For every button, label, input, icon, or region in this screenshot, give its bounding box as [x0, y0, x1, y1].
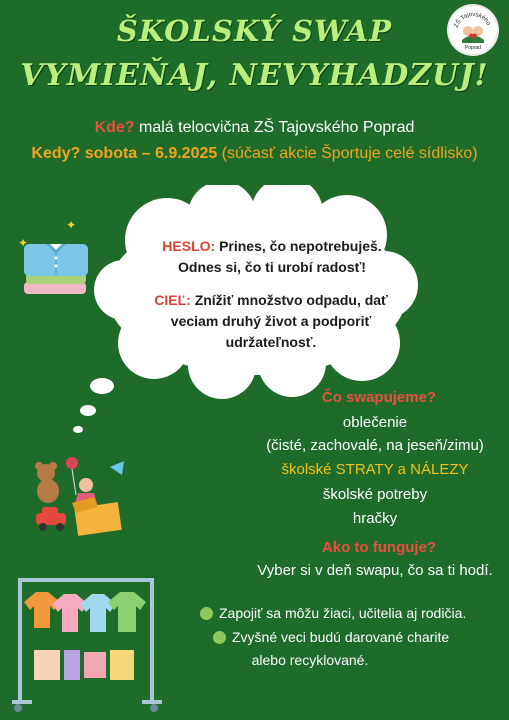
bullet-item	[200, 605, 500, 621]
how-text: Vyber si v deň swapu, čo sa ti hodí.	[257, 562, 493, 579]
thought-bubble-dot	[90, 378, 114, 394]
goal-line-3: udržateľnosť.	[225, 334, 317, 350]
swap-heading: Čo swapujeme?	[321, 389, 437, 406]
swap-item: (čisté, zachovalé, na jeseň/zimu)	[266, 437, 484, 454]
how-heading: Ako to funguje?	[321, 539, 437, 556]
goal-block	[146, 290, 396, 353]
goal-line-1: Znížiť množstvo odpadu, dať	[194, 292, 388, 308]
bullet-item	[213, 629, 509, 645]
toy-box-icon	[28, 455, 138, 545]
title-line-1: ŠKOLSKÝ SWAP	[116, 14, 393, 48]
motto-label: HESLO:	[162, 238, 216, 254]
swap-item: školské STRATY a NÁLEZY	[281, 461, 469, 478]
bullet-continuation: alebo recyklované.	[251, 652, 369, 668]
motto-block	[142, 236, 402, 278]
when-line	[0, 145, 509, 163]
swap-item: oblečenie	[342, 414, 408, 431]
sparkle-icon: ✦	[66, 218, 77, 232]
goal-label: CIEĽ:	[154, 292, 191, 308]
where-line	[0, 119, 509, 137]
goal-line-2: veciam druhý život a podporiť	[170, 313, 372, 329]
sparkle-icon: ✦	[18, 236, 29, 250]
when-date: sobota – 6.9.2025	[84, 145, 218, 162]
swap-item: hračky	[352, 510, 398, 527]
when-label: Kedy?	[31, 145, 81, 162]
svg-text:ZŠ Tajovského	[454, 12, 492, 29]
clothes-rack-icon	[12, 574, 162, 714]
motto-line-2: Odnes si, čo ti urobí radosť!	[178, 259, 366, 275]
school-logo-icon	[449, 6, 497, 54]
thought-bubble-dot	[73, 426, 83, 433]
swap-item: školské potreby	[322, 486, 428, 503]
bullet-text: Zvyšné veci budú darované charite	[232, 629, 450, 645]
thought-bubble-dot	[80, 405, 96, 416]
logo-arc-text: ZŠ Tajovského	[453, 11, 492, 29]
where-text: malá telocvična ZŠ Tajovského Poprad	[139, 119, 415, 136]
motto-line-1: Prines, čo nepotrebuješ.	[219, 238, 382, 254]
logo-bottom-text: Poprad	[464, 45, 482, 51]
bullet-dot	[213, 631, 226, 644]
title-line-2: VYMIEŇAJ, NEVYHADZUJ!	[20, 58, 489, 93]
bullet-text: Zapojiť sa môžu žiaci, učitelia aj rodičia.	[219, 605, 467, 621]
when-note: (súčasť akcie Športuje celé sídlisko)	[221, 145, 478, 162]
where-label: Kde?	[94, 119, 135, 136]
bullet-dot	[200, 607, 213, 620]
